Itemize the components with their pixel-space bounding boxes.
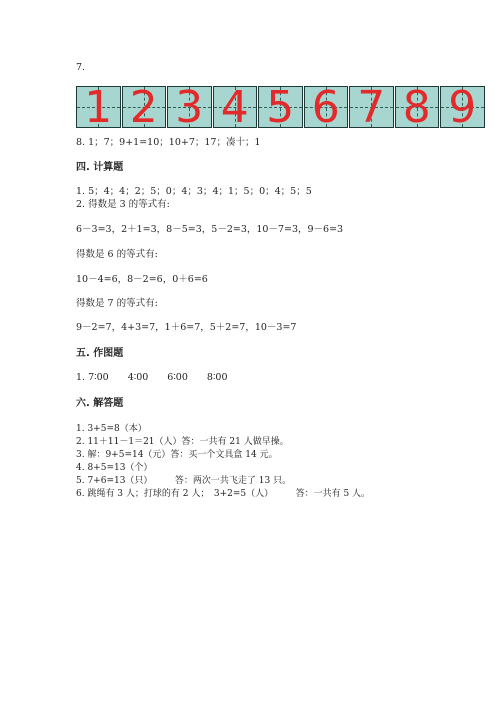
answer-line-3: 3. 解：9+5=14（元）答：买一个文具盒 14 元。 [76,450,278,460]
answer-line-1: 1. 3+5=8（本） [76,424,147,434]
equations-result-3: 6－3=3，2＋1=3，8－5=3，5－2=3，10－7=3，9－6=3 [76,224,344,235]
section-4-line-2: 2. 得数是 3 的等式有: [76,199,170,210]
handwritten-digit: 8 [402,82,431,133]
section-4-line-1: 1. 5；4；4；2；5；0；4；3；4；1；5；0；4；5；5 [76,186,312,197]
answer-line-5: 5. 7+6=13（只） 答：两次一共飞走了 13 只。 [76,476,292,486]
digit-writing-grid [76,82,486,133]
answer-line-2: 2. 11＋11－1＝21（人）答：一共有 21 人做早操。 [76,437,289,447]
equations-result-7: 9－2=7，4+3=7，1＋6=7，5＋2=7，10－3=7 [76,322,297,333]
digit-cell [213,82,258,133]
handwritten-digit: 3 [175,82,204,133]
handwritten-digit: 4 [220,82,249,133]
equations-result-6: 10－4=6，8－2=6，0＋6=6 [76,274,208,285]
handwritten-digit: 7 [357,82,386,133]
digit-cell [76,82,121,133]
digit-cell [349,82,394,133]
digit-cell [122,82,167,133]
handwritten-digit: 9 [448,82,477,133]
digit-cell [304,82,349,133]
answer-line-6: 6. 跳绳有 3 人；打球的有 2 人； 3+2=5（人） 答：一共有 5 人。 [76,489,371,499]
handwritten-digit: 5 [266,82,295,133]
handwritten-digit: 2 [129,82,158,133]
handwritten-digit: 6 [311,82,340,133]
answer-line-4: 4. 8+5=13（个） [76,463,153,473]
section-5-title: 五. 作图题 [76,348,124,359]
digit-cell [440,82,485,133]
section-5-line-1: 1. 7∶00 4∶00 6∶00 8∶00 [76,372,228,383]
label-result-6: 得数是 6 的等式有: [76,249,158,260]
section-4-title: 四. 计算题 [76,162,124,173]
item-7-label: 7. [76,62,86,73]
digit-cell [258,82,303,133]
label-result-7: 得数是 7 的等式有: [76,298,158,309]
digit-cell [395,82,440,133]
handwritten-digit: 1 [84,82,113,133]
section-6-title: 六. 解答题 [76,398,124,409]
digit-cell [167,82,212,133]
item-8-answer: 8. 1；7；9+1=10；10+7；17；凑十；1 [76,137,261,148]
